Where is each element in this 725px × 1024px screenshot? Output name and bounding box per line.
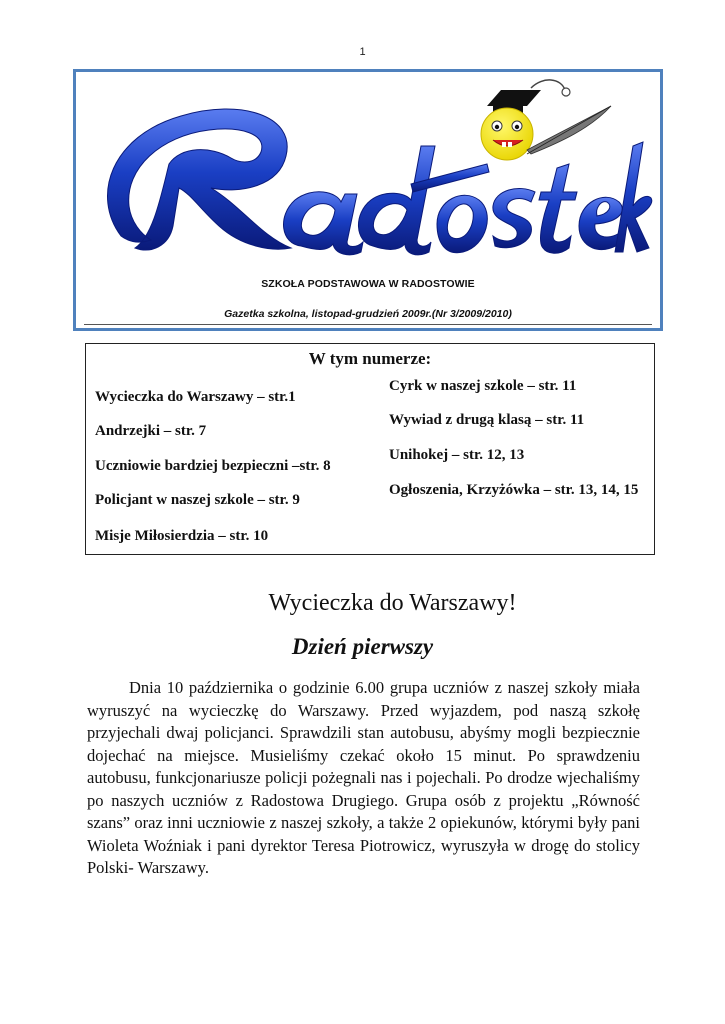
toc-item-bezpieczni: Uczniowie bardziej bezpieczni –str. 8 [95,458,331,474]
toc-item-wywiad: Wywiad z drugą klasą – str. 11 [389,412,585,428]
article-title: Wycieczka do Warszawy! [268,590,517,616]
toc-item-cyrk: Cyrk w naszej szkole – str. 11 [389,378,577,394]
issue-info: Gazetka szkolna, listopad-grudzień 2009r.(Nr 3/2009/2010) [224,308,512,320]
mascot-icon [481,80,611,160]
toc-item-unihokej: Unihokej – str. 12, 13 [389,447,525,463]
toc-item-warszawa: Wycieczka do Warszawy – str.1 [95,389,296,405]
page-number: 1 [359,46,366,58]
toc-item-misje: Misje Miłosierdzia – str. 10 [95,528,269,544]
masthead-divider [84,324,652,325]
toc-item-ogloszenia: Ogłoszenia, Krzyżówka – str. 13, 14, 15 [389,482,639,498]
article-body: Dnia 10 października o godzinie 6.00 grupa uczniów z naszej szkoły miała wyruszyć na wycieczkę do Warszawy. Przed wyjazdem, pod naszą szkołę przyjechali dwaj policjanci. Sprawdzili stan autobusu, abyśmy mogli bezpiecznie dojechać na miejsce. Musieliśmy czekać około 15 minut. Po sprawdzeniu autobusu, funkcjonariusze policji pożegnali nas i pojechali. Po drodze wjechaliśmy po naszych uczniów z Radostowa Drugiego. Grupa osób z projektu „Równość szans” oraz inni uczniowie z naszej szkoły, a także 2 opiekunów, którymi były pani Wioleta Woźniak i pani dyrektor Teresa Piotrowicz, wyruszyła w drogę do stolicy Polski- Warszawy. [87,678,640,877]
article-subtitle: Dzień pierwszy [291,634,434,659]
toc-item-policjant: Policjant w naszej szkole – str. 9 [95,492,300,508]
toc-title: W tym numerze: [308,349,432,368]
table-of-contents [85,343,655,555]
toc-item-andrzejki: Andrzejki – str. 7 [95,423,207,439]
masthead [73,69,663,331]
school-name: SZKOŁA PODSTAWOWA W RADOSTOWIE [261,278,475,290]
radostek-logo [91,76,656,272]
